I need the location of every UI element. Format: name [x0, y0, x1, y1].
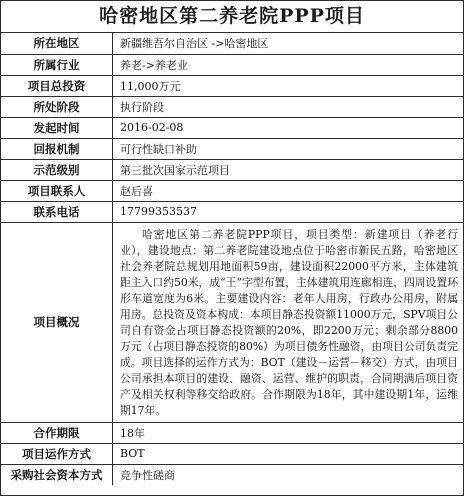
page-title: 哈密地区第二养老院PPP项目	[1, 1, 463, 33]
table-row-stage	[1, 96, 463, 117]
table-row-overview	[1, 222, 463, 422]
row-label-industry: 所属行业	[1, 54, 113, 75]
row-value-procurement-method: 竞争性磋商	[120, 468, 175, 482]
row-value-region: 新疆维吾尔自治区 ->哈密地区	[113, 33, 464, 54]
table-row-launch-date	[1, 117, 463, 138]
row-label-operation-mode: 项目运作方式	[1, 443, 113, 464]
row-label-contact-phone: 联系电话	[1, 201, 113, 222]
row-label-demo-level: 示范级别	[1, 159, 113, 180]
row-label-overview: 项目概况	[1, 222, 113, 422]
table-row-industry	[1, 54, 463, 75]
row-value-return-mechanism: 可行性缺口补助	[113, 138, 464, 159]
table-row-demo-level	[1, 159, 463, 180]
row-label-launch-date: 发起时间	[1, 117, 113, 138]
row-value-cooperation-period: 18年	[113, 422, 464, 443]
table-row-operation-mode	[1, 443, 463, 464]
row-value-operation-mode: BOT	[113, 443, 464, 464]
row-value-contact-phone: 17799353537	[113, 201, 464, 222]
row-value-total-investment: 11,000万元	[113, 75, 464, 96]
row-value-contact-person: 赵后喜	[113, 180, 464, 201]
table-row-cooperation-period	[1, 422, 463, 443]
table-row-region	[1, 33, 463, 54]
row-value-stage: 执行阶段	[113, 96, 464, 117]
row-label-stage: 所处阶段	[1, 96, 113, 117]
row-label-procurement-method: 采购社会资本方式	[1, 464, 113, 485]
row-value-launch-date: 2016-02-08	[113, 117, 464, 138]
row-label-region: 所在地区	[1, 33, 113, 54]
table-row-contact-person	[1, 180, 463, 201]
row-label-total-investment: 项目总投资	[1, 75, 113, 96]
row-label-cooperation-period: 合作期限	[1, 422, 113, 443]
table-row-contact-phone	[1, 201, 463, 222]
row-label-contact-person: 项目联系人	[1, 180, 113, 201]
project-info-table	[1, 33, 463, 485]
row-value-overview: 哈密地区第二养老院PPP项目，项目类型：新建项目（养老行业），建设地点：第二养老院建设地点位于哈密市新民五路，哈密地区社会养老院总规划用地面积59亩，建设面积22000平方米，主体建筑距主入口约50米，成“王”字型布置，主体建筑用连廊相连，四周设置环形车道宽度为6米。主要建设内容：老年人用房，行政办公用房，附属用房。总投资及资本构成：本项目静态投资额11000万元，SPV项目公司自有资金占项目静态投资额的20%，即2200万元；剩余部分8800万元（占项目静态投资的80%）为项目债务性融资，由项目公司负责完成。项目选择的运作方式为：BOT（建设－运营－移交）方式，由项目公司承担本项目的建设、融资、运营、维护的职责，合同期满后项目资产及相关权利等移交给政府。合作期限为18年，其中建设期1年，运维期17年。	[113, 222, 464, 422]
row-value-demo-level: 第三批次国家示范项目	[113, 159, 464, 180]
table-row-total-investment	[1, 75, 463, 96]
row-label-return-mechanism: 回报机制	[1, 138, 113, 159]
table-row-return-mechanism	[1, 138, 463, 159]
table-row-procurement-method	[1, 464, 463, 485]
row-value-industry: 养老->养老业	[113, 54, 464, 75]
